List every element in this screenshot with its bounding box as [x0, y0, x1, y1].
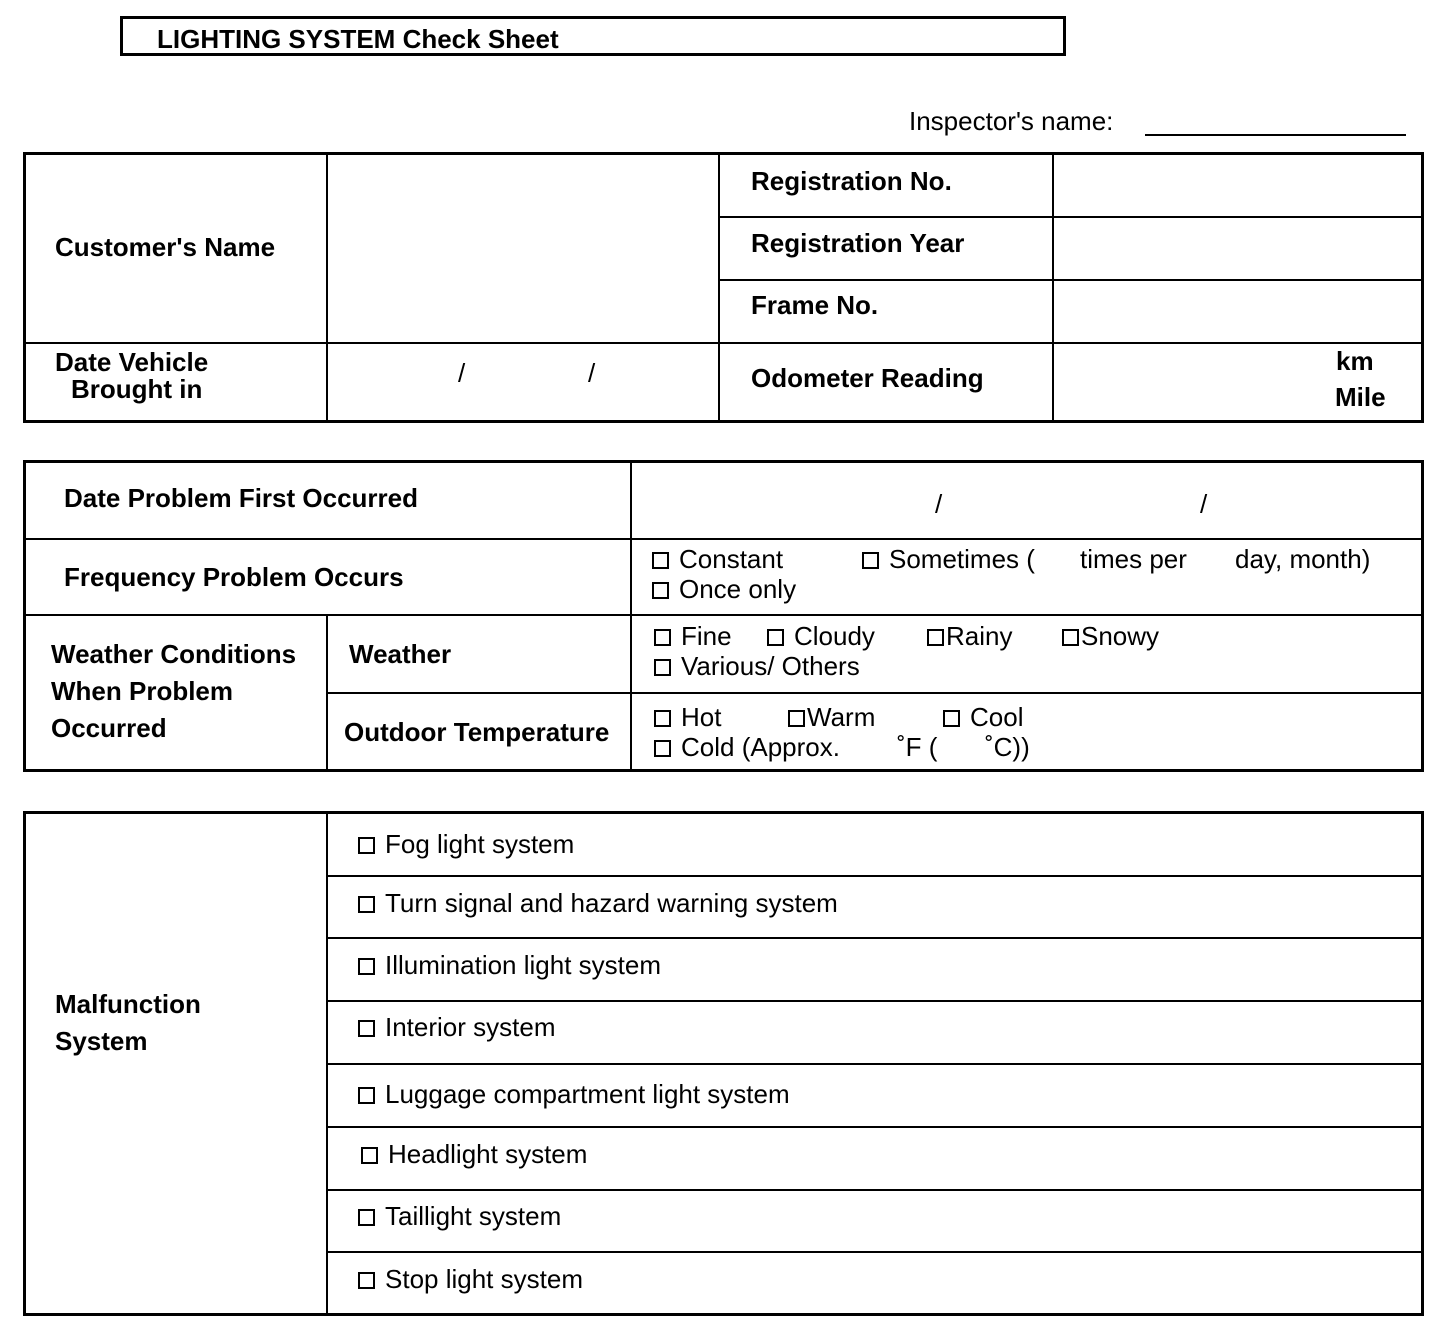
divider	[328, 1126, 1422, 1128]
freq-sometimes-option[interactable]	[862, 544, 1035, 575]
checkbox[interactable]	[654, 740, 671, 757]
weather-rainy-option[interactable]	[927, 621, 1012, 652]
temp-cool-option[interactable]	[943, 702, 1023, 733]
freq-times-per: times per	[1080, 544, 1187, 574]
item-label: Fog light system	[385, 829, 575, 859]
frame-no-field[interactable]	[1054, 281, 1422, 342]
checkbox[interactable]	[358, 1087, 375, 1104]
inspector-name-field[interactable]	[1145, 134, 1406, 136]
option-label: Various/ Others	[681, 651, 860, 681]
divider	[328, 1063, 1422, 1065]
date-brought-label-1: Date Vehicle	[55, 347, 209, 377]
date-brought-label-2: Brought in	[71, 374, 203, 404]
item-label: Headlight system	[388, 1139, 588, 1169]
weather-conditions-label-2: When Problem	[51, 676, 234, 706]
checkbox[interactable]	[652, 552, 669, 569]
malfunction-item-luggage[interactable]	[358, 1079, 790, 1110]
item-label: Taillight system	[385, 1201, 562, 1231]
checkbox[interactable]	[767, 629, 784, 646]
weather-label: Weather	[349, 639, 452, 669]
registration-year-field[interactable]	[1054, 218, 1422, 279]
divider	[25, 614, 1422, 616]
item-label: Interior system	[385, 1012, 556, 1042]
divider	[25, 538, 1422, 540]
malfunction-item-taillight[interactable]	[358, 1201, 561, 1232]
malfunction-item-illumination[interactable]	[358, 950, 661, 981]
temp-cold-option[interactable]	[654, 732, 840, 763]
weather-various-option[interactable]	[654, 651, 860, 682]
registration-no-label: Registration No.	[751, 166, 952, 196]
title-box	[120, 16, 1066, 56]
freq-constant-option[interactable]	[652, 544, 783, 575]
weather-fine-option[interactable]	[654, 621, 732, 652]
customer-name-label: Customer's Name	[55, 232, 276, 262]
weather-conditions-label-1: Weather Conditions	[51, 639, 297, 669]
temp-warm-option[interactable]	[788, 702, 875, 733]
registration-year-label: Registration Year	[751, 228, 965, 258]
divider	[328, 875, 1422, 877]
option-label: Sometimes (	[889, 544, 1035, 574]
unit-mile: Mile	[1335, 382, 1386, 412]
item-label: Turn signal and hazard warning system	[385, 888, 838, 918]
odometer-label: Odometer Reading	[751, 363, 984, 393]
inspector-label: Inspector's name:	[909, 106, 1114, 136]
item-label: Stop light system	[385, 1264, 583, 1294]
freq-day-month: day, month)	[1235, 544, 1371, 574]
frame-no-label: Frame No.	[751, 290, 879, 320]
malfunction-item-stop-light[interactable]	[358, 1264, 583, 1295]
malfunction-label-1: Malfunction	[55, 989, 201, 1019]
checkbox[interactable]	[862, 552, 879, 569]
checkbox[interactable]	[358, 896, 375, 913]
date-slash: /	[1200, 489, 1208, 519]
page-title: LIGHTING SYSTEM Check Sheet	[157, 24, 559, 54]
option-label: Cloudy	[794, 621, 875, 651]
option-label: Once only	[679, 574, 797, 604]
weather-cloudy-option[interactable]	[767, 621, 875, 652]
checkbox[interactable]	[358, 1272, 375, 1289]
date-slash: /	[935, 489, 943, 519]
option-label: Fine	[681, 621, 732, 651]
checkbox[interactable]	[788, 710, 805, 727]
option-label: Hot	[681, 702, 722, 732]
option-label: Cool	[970, 702, 1024, 732]
malfunction-item-fog-light[interactable]	[358, 829, 574, 860]
checkbox[interactable]	[654, 710, 671, 727]
temp-celsius: ˚C))	[985, 732, 1030, 762]
malfunction-item-interior[interactable]	[358, 1012, 556, 1043]
divider	[328, 1000, 1422, 1002]
checkbox[interactable]	[361, 1147, 378, 1164]
divider	[328, 1189, 1422, 1191]
checkbox[interactable]	[358, 1020, 375, 1037]
date-brought-field[interactable]	[328, 344, 718, 421]
option-label: Cold (Approx.	[681, 732, 840, 762]
checkbox[interactable]	[358, 958, 375, 975]
malfunction-item-headlight[interactable]	[361, 1139, 587, 1170]
checkbox[interactable]	[652, 582, 669, 599]
weather-snowy-option[interactable]	[1062, 621, 1159, 652]
divider	[718, 154, 720, 421]
frequency-label: Frequency Problem Occurs	[64, 562, 404, 592]
checkbox[interactable]	[927, 629, 944, 646]
date-first-field[interactable]	[632, 462, 1422, 538]
registration-no-field[interactable]	[1054, 154, 1422, 216]
checkbox[interactable]	[358, 1209, 375, 1226]
malfunction-item-turn-signal[interactable]	[358, 888, 838, 919]
divider	[328, 937, 1422, 939]
item-label: Illumination light system	[385, 950, 661, 980]
option-label: Snowy	[1081, 621, 1160, 651]
freq-once-option[interactable]	[652, 574, 796, 605]
checkbox[interactable]	[1062, 629, 1079, 646]
checkbox[interactable]	[943, 710, 960, 727]
checkbox[interactable]	[358, 837, 375, 854]
option-label: Constant	[679, 544, 784, 574]
option-label: Warm	[807, 702, 876, 732]
date-slash: /	[588, 358, 596, 388]
divider	[326, 692, 1422, 694]
date-slash: /	[458, 358, 466, 388]
temp-hot-option[interactable]	[654, 702, 721, 733]
customer-name-field[interactable]	[328, 154, 718, 342]
unit-km: km	[1336, 346, 1374, 376]
divider	[328, 1251, 1422, 1253]
date-first-label: Date Problem First Occurred	[64, 483, 418, 513]
item-label: Luggage compartment light system	[385, 1079, 790, 1109]
checkbox[interactable]	[654, 659, 671, 676]
weather-conditions-label-3: Occurred	[51, 713, 167, 743]
malfunction-label-2: System	[55, 1026, 148, 1056]
checkbox[interactable]	[654, 629, 671, 646]
temp-fahrenheit: ˚F (	[897, 732, 938, 762]
option-label: Rainy	[946, 621, 1013, 651]
odometer-field[interactable]	[1054, 344, 1324, 421]
outdoor-temp-label: Outdoor Temperature	[344, 717, 610, 747]
